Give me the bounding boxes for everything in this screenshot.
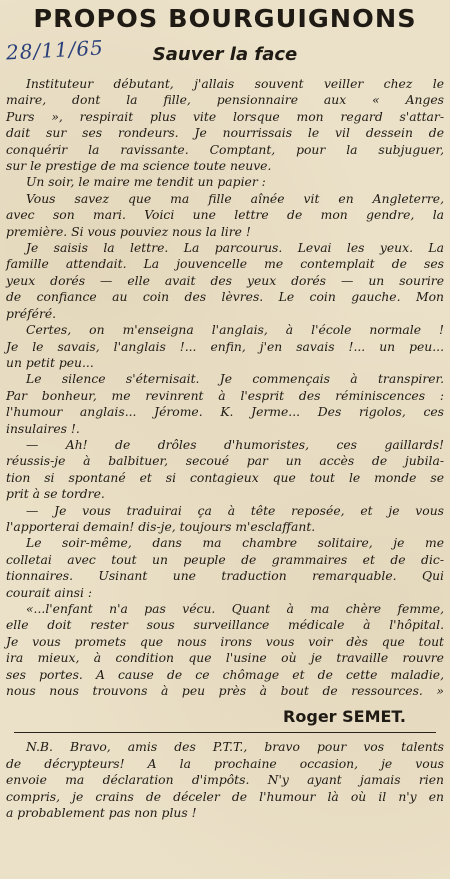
text-line: maire, dont la fille, pensionnaire aux « Anges [6,93,444,108]
text-line: Je saisis la lettre. La parcourus. Levai les yeux. La [26,241,444,256]
paragraph [6,174,444,190]
text-line: courait ainsi : [6,585,93,600]
rubric-heading: PROPOS BOURGUIGNONS [33,4,417,33]
text-line: tionnaires. Usinant une traduction remarquable. Qui [6,569,444,584]
article-title: Sauver la face [152,44,298,65]
paragraph [6,371,444,437]
nb-line: compris, je crains de déceler de l'humour là où il n'y en [6,789,444,804]
paragraph [6,437,444,503]
title-row [6,34,444,74]
handwritten-date: 28/11/65 [5,35,105,65]
paragraph [6,240,444,322]
text-line: prit à se tordre. [6,487,105,502]
text-line: Le silence s'éternisait. Je commençais à transpirer. [26,372,444,387]
paragraph [6,535,444,601]
text-line: Purs », respirait plus vite lorsque mon regard s'attar- [6,109,444,124]
paragraph [6,322,444,371]
text-line: l'apporterai demain! dis-je, toujours m'esclaffant. [6,519,316,534]
text-line: un petit peu... [6,355,94,370]
text-line: conquérir la ravissante. Comptant, pour la subjuguer, [6,142,444,157]
divider [14,732,436,733]
text-line: tion si spontané et si contagieux que tout le monde se [6,470,444,485]
text-line: ira mieux, à condition que l'usine où je travaille rouvre [6,651,444,666]
text-line: réussis-je à balbituer, secoué par un accès de jubila- [6,454,444,469]
text-line: colletai avec tout un peuple de grammaires et de dic- [6,552,444,567]
text-line: avec son mari. Voici une lettre de mon gendre, la [6,208,444,223]
text-line: ses portes. A cause de ce chômage et de cette maladie, [6,667,444,682]
paragraph [6,503,444,536]
text-line: elle doit rester sous surveillance médicale à l'hôpital. [6,618,444,633]
text-line: — Ah! de drôles d'humoristes, ces gaillards! [26,437,444,452]
text-line: famille attendait. La jouvencelle me contemplait de ses [6,257,444,272]
text-line: préféré. [6,306,57,321]
text-line: insulaires !. [6,421,80,436]
text-line: Un soir, le maire me tendit un papier : [26,175,266,190]
text-line: première. Si vous pouviez nous la lire ! [6,224,251,239]
text-line: Certes, on m'enseigna l'anglais, à l'école normale ! [26,323,444,338]
text-line: Je vous promets que nous irons vous voir dès que tout [6,634,444,649]
text-line: Vous savez que ma fille aînée vit en Angleterre, [26,191,444,206]
text-line: de confiance au coin des lèvres. Le coin gauche. Mon [6,290,444,305]
paragraph [6,191,444,240]
nb-line: a probablement pas non plus ! [6,806,197,821]
text-line: yeux dorés — elle avait des yeux dorés — un sourire [6,273,444,288]
text-line: «...l'enfant n'a pas vécu. Quant à ma chère femme, [26,602,444,616]
nb-note [6,739,444,821]
text-line: Instituteur débutant, j'allais souvent veiller chez le [26,77,444,91]
text-line: nous nous trouvons à peu près à bout de ressources. » [6,684,444,699]
nb-line: de décrypteurs! A la prochaine occasion, je vous [6,756,444,771]
author-signature: Roger SEMET. [283,707,406,727]
text-line: dait sur ses rondeurs. Je nourrissais le vil dessein de [6,126,444,141]
nb-line: envoie ma déclaration d'impôts. N'y ayant jamais rien [6,773,444,788]
text-line: Je le savais, l'anglais !... enfin, j'en savais !... un peu... [6,339,444,354]
text-line: l'humour anglais... Jérome. K. Jerme... Des rigolos, ces [6,405,444,420]
nb-line: N.B. Bravo, amis des P.T.T., bravo pour vos talents [26,740,444,755]
text-line: Le soir-même, dans ma chambre solitaire, je me [26,536,444,551]
text-line: — Je vous traduirai ça à tête reposée, et je vous [26,503,444,518]
text-line: Par bonheur, me revinrent à l'esprit des réminiscences : [6,388,444,403]
paragraph [6,76,444,174]
paragraph [6,601,444,699]
article-body [6,76,444,699]
text-line: sur le prestige de ma science toute neuve. [6,159,272,174]
